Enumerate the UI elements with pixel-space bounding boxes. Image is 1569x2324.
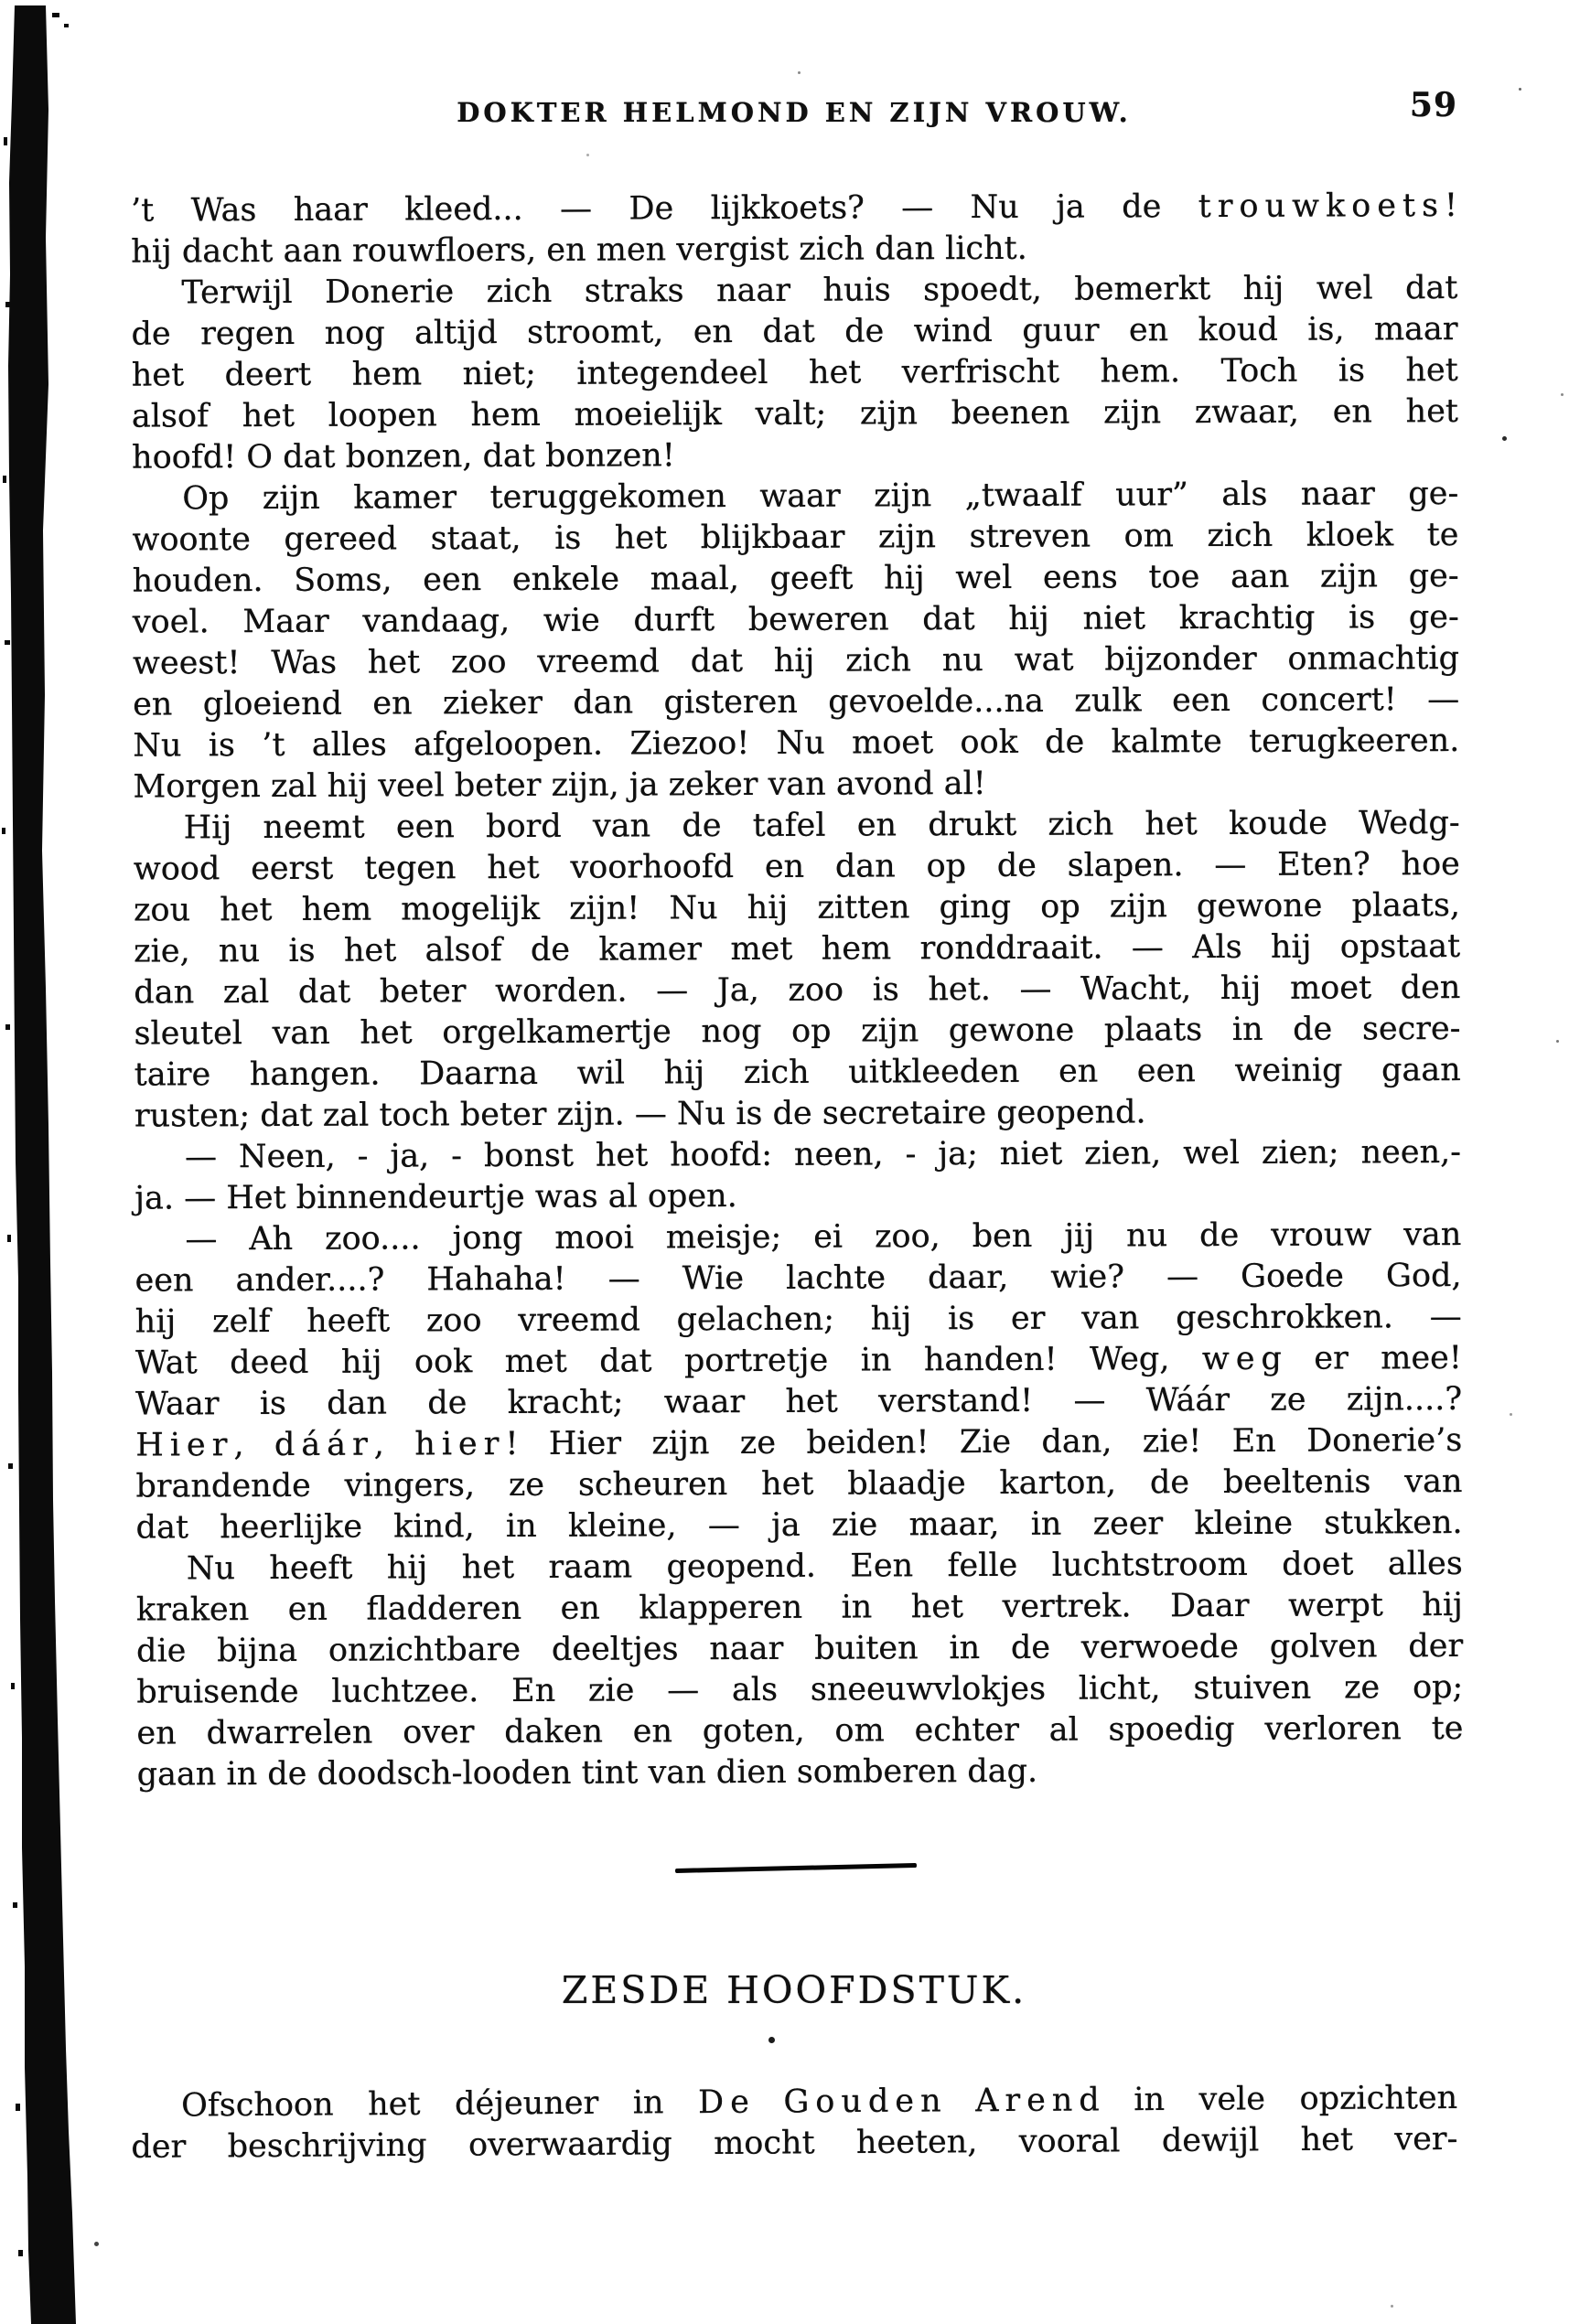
chapter-text-block	[131, 2078, 1458, 2169]
text-line: weest! Was het zoo vreemd dat hij zich nu wat bijzonder onmachtig	[132, 639, 1460, 682]
paragraph	[136, 1544, 1464, 1796]
text-line: ja. — Het binnendeurtje was al open.	[134, 1178, 737, 1217]
text-line: Wat deed hij ook met dat portretje in handen! Weg, w e g er mee!	[134, 1339, 1462, 1382]
text-line: hij zelf heeft zoo vreemd gelachen; hij is er van geschrokken. —	[134, 1298, 1462, 1341]
section-divider-rule	[675, 1863, 917, 1873]
paragraph	[131, 186, 1457, 273]
text-line: — Neen, - ja, - bonst het hoofd: neen, - ja; niet zien, wel zien; neen,-	[184, 1133, 1462, 1176]
text-line: kraken en fladderen en klapperen in het vertrek. Daar werpt hij	[135, 1586, 1464, 1629]
text-line: Terwijl Donerie zich straks naar huis spoedt, bemerkt hij wel dat	[181, 269, 1458, 312]
text-line: een ander....? Hahaha! — Wie lachte daar, wie? — Goede God,	[134, 1257, 1462, 1300]
scan-noise-speckles	[0, 0, 3, 3]
text-line: en dwarrelen over daken en goten, om echter al spoedig verloren te	[136, 1709, 1464, 1752]
text-line: dan zal dat beter worden. — Ja, zoo is het. — Wacht, hij moet den	[134, 969, 1461, 1012]
scan-gutter-shadow	[0, 0, 110, 2324]
text-line: zou het hem mogelijk zijn! Nu hij zitten ging op zijn gewone plaats,	[133, 886, 1461, 929]
text-line: woonte gereed staat, is het blijkbaar zijn streven om zich kloek te	[132, 516, 1459, 559]
text-line: ’t Was haar kleed... — De lijkkoets? — Nu ja de t r o u w k o e t s !	[131, 187, 1458, 230]
chapter-heading: ZESDE HOOFDSTUK.	[561, 1968, 1027, 2012]
paragraph	[132, 474, 1459, 809]
text-line: die bijna onzichtbare deeltjes naar buiten in de verwoede golven der	[136, 1627, 1464, 1670]
text-line: — Ah zoo.... jong mooi meisje; ei zoo, ben jij nu de vrouw van	[185, 1216, 1462, 1258]
text-line: dat heerlijke kind, in kleine, — ja zie maar, in zeer kleine stukken.	[135, 1504, 1463, 1547]
text-line: brandende vingers, ze scheuren het blaadje karton, de beeltenis van	[135, 1462, 1463, 1505]
paragraph	[134, 1132, 1461, 1220]
text-line: Nu heeft hij het raam geopend. Een felle luchtstroom doet alles	[186, 1545, 1463, 1588]
text-line: wood eerst tegen het voorhoofd en dan op de slapen. — Eten? hoe	[133, 845, 1460, 888]
text-line: Nu is ’t alles afgeloopen. Ziezoo! Nu moet ook de kalmte terugkeeren.	[133, 722, 1460, 765]
text-line: Morgen zal hij veel beter zijn, ja zeker van avond al!	[133, 765, 986, 806]
paragraph	[134, 1215, 1462, 1549]
text-line: en gloeiend en zieker dan gisteren gevoelde...na zulk een concert! —	[133, 680, 1460, 723]
text-line: voel. Maar vandaag, wie durft beweren dat hij niet krachtig is ge-	[132, 598, 1459, 641]
text-line: alsof het loopen hem moeielijk valt; zijn beenen zijn zwaar, en het	[131, 392, 1459, 435]
running-title: DOKTER HELMOND EN ZIJN VROUW.	[457, 97, 1132, 128]
text-line: sleutel van het orgelkamertje nog op zijn gewone plaats in de secre-	[134, 1010, 1461, 1053]
text-line: bruisende luchtzee. En zie — als sneeuwvlokjes licht, stuiven ze op;	[136, 1668, 1464, 1711]
text-line: Hij neemt een bord van de tafel en drukt zich het koude Wedg-	[183, 804, 1460, 847]
text-line: Op zijn kamer teruggekomen waar zijn „twaalf uur” als naar ge-	[182, 475, 1459, 518]
paragraph	[134, 803, 1461, 1138]
text-line: zie, nu is het alsof de kamer met hem ronddraait. — Als hij opstaat	[134, 927, 1461, 970]
text-line: H i e r , d á á r , h i e r ! Hier zijn ze beiden! Zie dan, zie! En Donerie’s	[135, 1421, 1463, 1464]
text-block	[131, 186, 1464, 1796]
text-line: taire hangen. Daarna wil hij zich uitkleeden en een weinig gaan	[134, 1051, 1461, 1094]
page-header	[131, 86, 1457, 152]
text-line: de regen nog altijd stroomt, en dat de wind guur en koud is, maar	[131, 310, 1458, 353]
text-line: hij dacht aan rouwfloers, en men vergist zich dan licht.	[131, 230, 1027, 271]
text-line: der beschrijving overwaardig mocht heeten, vooral dewijl het ver-	[131, 2120, 1458, 2166]
paragraph	[131, 268, 1458, 479]
text-line: Ofschoon het déjeuner in D e G o u d e n A r e n d in vele opzichten	[181, 2080, 1458, 2125]
text-line: het deert hem niet; integendeel het verfrischt hem. Toch is het	[131, 351, 1458, 394]
text-line: gaan in de doodsch-looden tint van dien somberen dag.	[136, 1752, 1038, 1794]
text-line: rusten; dat zal toch beter zijn. — Nu is de secretaire geopend.	[134, 1094, 1146, 1135]
text-line: Waar is dan de kracht; waar het verstand! — Wáár ze zijn....?	[135, 1380, 1463, 1423]
text-line: houden. Soms, een enkele maal, geeft hij wel eens toe aan zijn ge-	[132, 557, 1459, 600]
text-line: hoofd! O dat bonzen, dat bonzen!	[132, 437, 675, 477]
page-number: 59	[1409, 86, 1457, 124]
paragraph	[131, 2078, 1458, 2169]
